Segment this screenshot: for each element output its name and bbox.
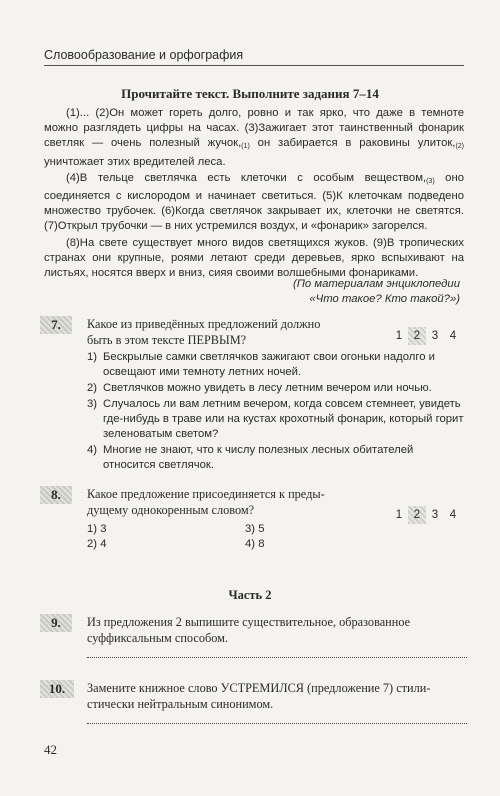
option-number: 4)	[245, 538, 256, 550]
source-line-1: (По материалам энциклопедии	[292, 278, 460, 290]
question-8-answer-boxes[interactable]	[390, 506, 462, 524]
question-8-text	[87, 486, 325, 518]
question-10-line-2: стически нейтральным синонимом.	[87, 697, 274, 711]
question-9-line-2: суффиксальным способом.	[87, 631, 228, 645]
marker-1: (1)	[241, 143, 250, 151]
option-4[interactable]	[245, 537, 365, 552]
answer-box-3[interactable]: 3	[431, 330, 439, 342]
paragraph-1-part-a: (1)... (2)Он может гореть долго, ровно и так ярко, что даже в темноте можно разглядеть цифры на часах. (3)Зажигает этот таинственный фонарик светляк — очень полезный жучок,	[44, 107, 464, 150]
reading-text	[44, 106, 464, 282]
question-8-line-1: Какое предложение присоединяется к преды-	[87, 487, 325, 501]
marker-3: (3)	[426, 177, 435, 185]
option-text: 4	[100, 538, 107, 550]
task-title: Прочитайте текст. Выполните задания 7–14	[121, 86, 379, 101]
question-10-answer-line[interactable]	[87, 722, 467, 724]
option-text: Многие не знают, что к числу полезных лесных обитателей относится светлячок.	[103, 444, 414, 471]
option-3[interactable]	[87, 397, 467, 442]
option-text: 3	[100, 523, 107, 535]
marker-2: (2)	[455, 143, 464, 151]
answer-box-4[interactable]: 4	[449, 509, 457, 521]
paragraph-1-part-b: он забирается в раковины улиток,	[249, 137, 456, 150]
option-number: 3)	[245, 523, 256, 535]
option-number: 1)	[87, 351, 98, 363]
paragraph-2	[44, 171, 464, 235]
answer-box-1[interactable]: 1	[395, 509, 403, 521]
option-2[interactable]	[87, 381, 467, 396]
paragraph-2-part-b: оно соединяется с кислородом и начинает светиться. (5)К клеточкам подведено множество трубочек. (6)Когда светлячок закрывает их, клеточки не светятся. (7)Открыл трубочки — в них устремился воздух, и «фонарик» загорелся.	[44, 171, 464, 233]
question-7-number: 7.	[40, 316, 72, 334]
source-citation	[293, 277, 460, 307]
answer-box-1[interactable]: 1	[395, 330, 403, 342]
option-text: 8	[258, 538, 265, 550]
option-4[interactable]	[87, 443, 467, 473]
question-9-answer-line[interactable]	[87, 656, 467, 658]
paragraph-2-part-a: (4)В тельце светлячка есть клеточки с особым веществом,	[66, 171, 427, 184]
paragraph-1	[44, 106, 464, 170]
part-2-title: Часть 2	[228, 588, 272, 602]
answer-box-4[interactable]: 4	[449, 330, 457, 342]
section-header: Словообразование и орфография	[44, 48, 464, 66]
answer-box-2[interactable]: 2	[408, 506, 426, 524]
option-number: 3)	[87, 398, 98, 410]
question-7-line-1: Какое из приведённых предложений должно	[87, 317, 321, 331]
option-number: 4)	[87, 444, 98, 456]
option-text: Случалось ли вам летним вечером, когда совсем стемнеет, увидеть где-нибудь в траве или на кустах крохотный фонарик, который горит зеленоватым светом?	[103, 398, 464, 440]
question-8-line-2: дущему однокоренным словом?	[87, 503, 255, 517]
option-1[interactable]	[87, 350, 467, 380]
question-10-text	[87, 680, 430, 712]
option-number: 1)	[87, 523, 98, 535]
question-10-line-1: Замените книжное слово УСТРЕМИЛСЯ (предложение 7) стили-	[87, 681, 431, 695]
question-7-options	[87, 350, 467, 474]
option-2[interactable]	[87, 537, 245, 552]
question-7-answer-boxes[interactable]	[390, 327, 462, 345]
option-text: 5	[258, 523, 265, 535]
option-text: Светлячков можно увидеть в лесу летним вечером или ночью.	[103, 382, 432, 394]
option-number: 2)	[87, 538, 98, 550]
option-text: Бескрылые самки светлячков зажигают свои огоньки надолго и освещают ими темноту летних ночей.	[103, 351, 435, 378]
question-9-line-1: Из предложения 2 выпишите существительное, образованное	[87, 615, 411, 629]
option-number: 2)	[87, 382, 98, 394]
page-number: 42	[44, 742, 57, 757]
question-7-text	[87, 316, 320, 348]
answer-box-3[interactable]: 3	[431, 509, 439, 521]
answer-box-2[interactable]: 2	[408, 327, 426, 345]
question-8-options	[87, 522, 365, 552]
source-line-2: «Что такое? Кто такой?»)	[309, 293, 460, 305]
question-8-number: 8.	[40, 486, 72, 504]
question-7-line-2: быть в этом тексте ПЕРВЫМ?	[87, 333, 247, 347]
paragraph-1-part-c: уничтожает этих вредителей леса.	[44, 155, 226, 168]
question-10-number: 10.	[40, 680, 74, 698]
question-9-number: 9.	[40, 614, 72, 632]
option-3[interactable]	[245, 522, 365, 537]
question-9-text	[87, 614, 410, 646]
paragraph-3: (8)На свете существует много видов светящихся жуков. (9)В тропических странах они крупные, роями летают среди деревьев, ярко вспыхивают на листьях, носятся вверх и вниз, сияя своими волшебными фонариками.	[44, 236, 464, 280]
option-1[interactable]	[87, 522, 245, 537]
